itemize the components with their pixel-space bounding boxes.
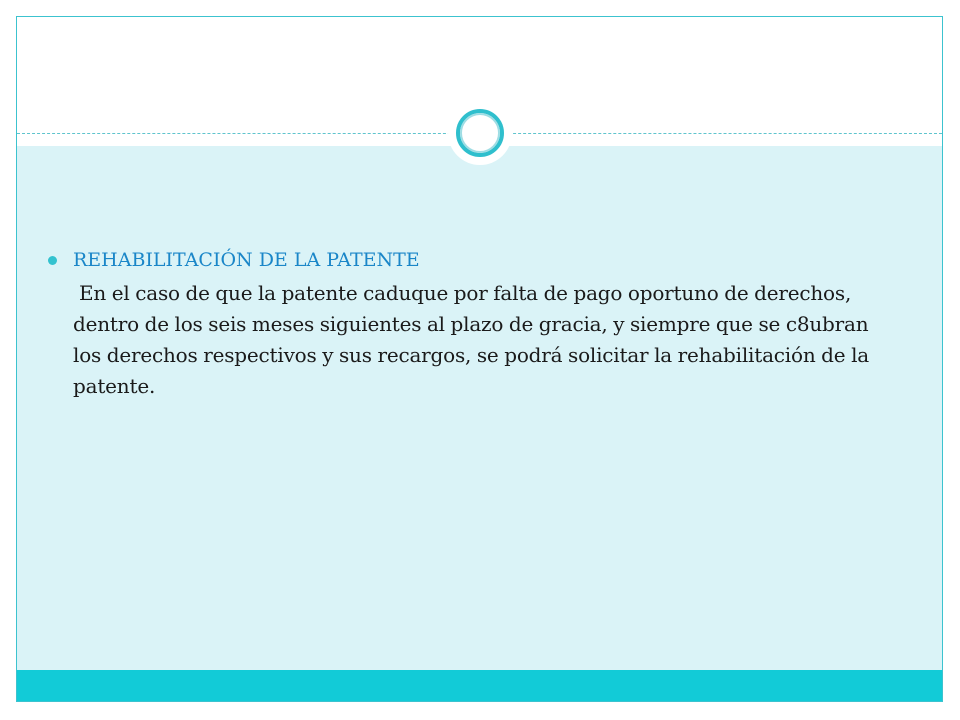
content-panel xyxy=(17,146,942,670)
bullet-dot-icon xyxy=(48,256,57,265)
slide-body xyxy=(45,246,875,402)
body-paragraph: En el caso de que la patente caduque por falta de pago oportuno de derechos, dentro de los seis meses siguientes al plazo de gracia, y siempre que se c8ubran los derechos respectivos y sus recargos, se podrá solicitar la rehabilitación de la patente. xyxy=(73,281,870,398)
ring-inner xyxy=(460,113,500,153)
footer-bar xyxy=(17,670,942,701)
bullet-item xyxy=(45,246,875,274)
bullet-heading: REHABILITACIÓN DE LA PATENTE xyxy=(73,249,420,271)
circle-ring-icon xyxy=(448,101,512,165)
